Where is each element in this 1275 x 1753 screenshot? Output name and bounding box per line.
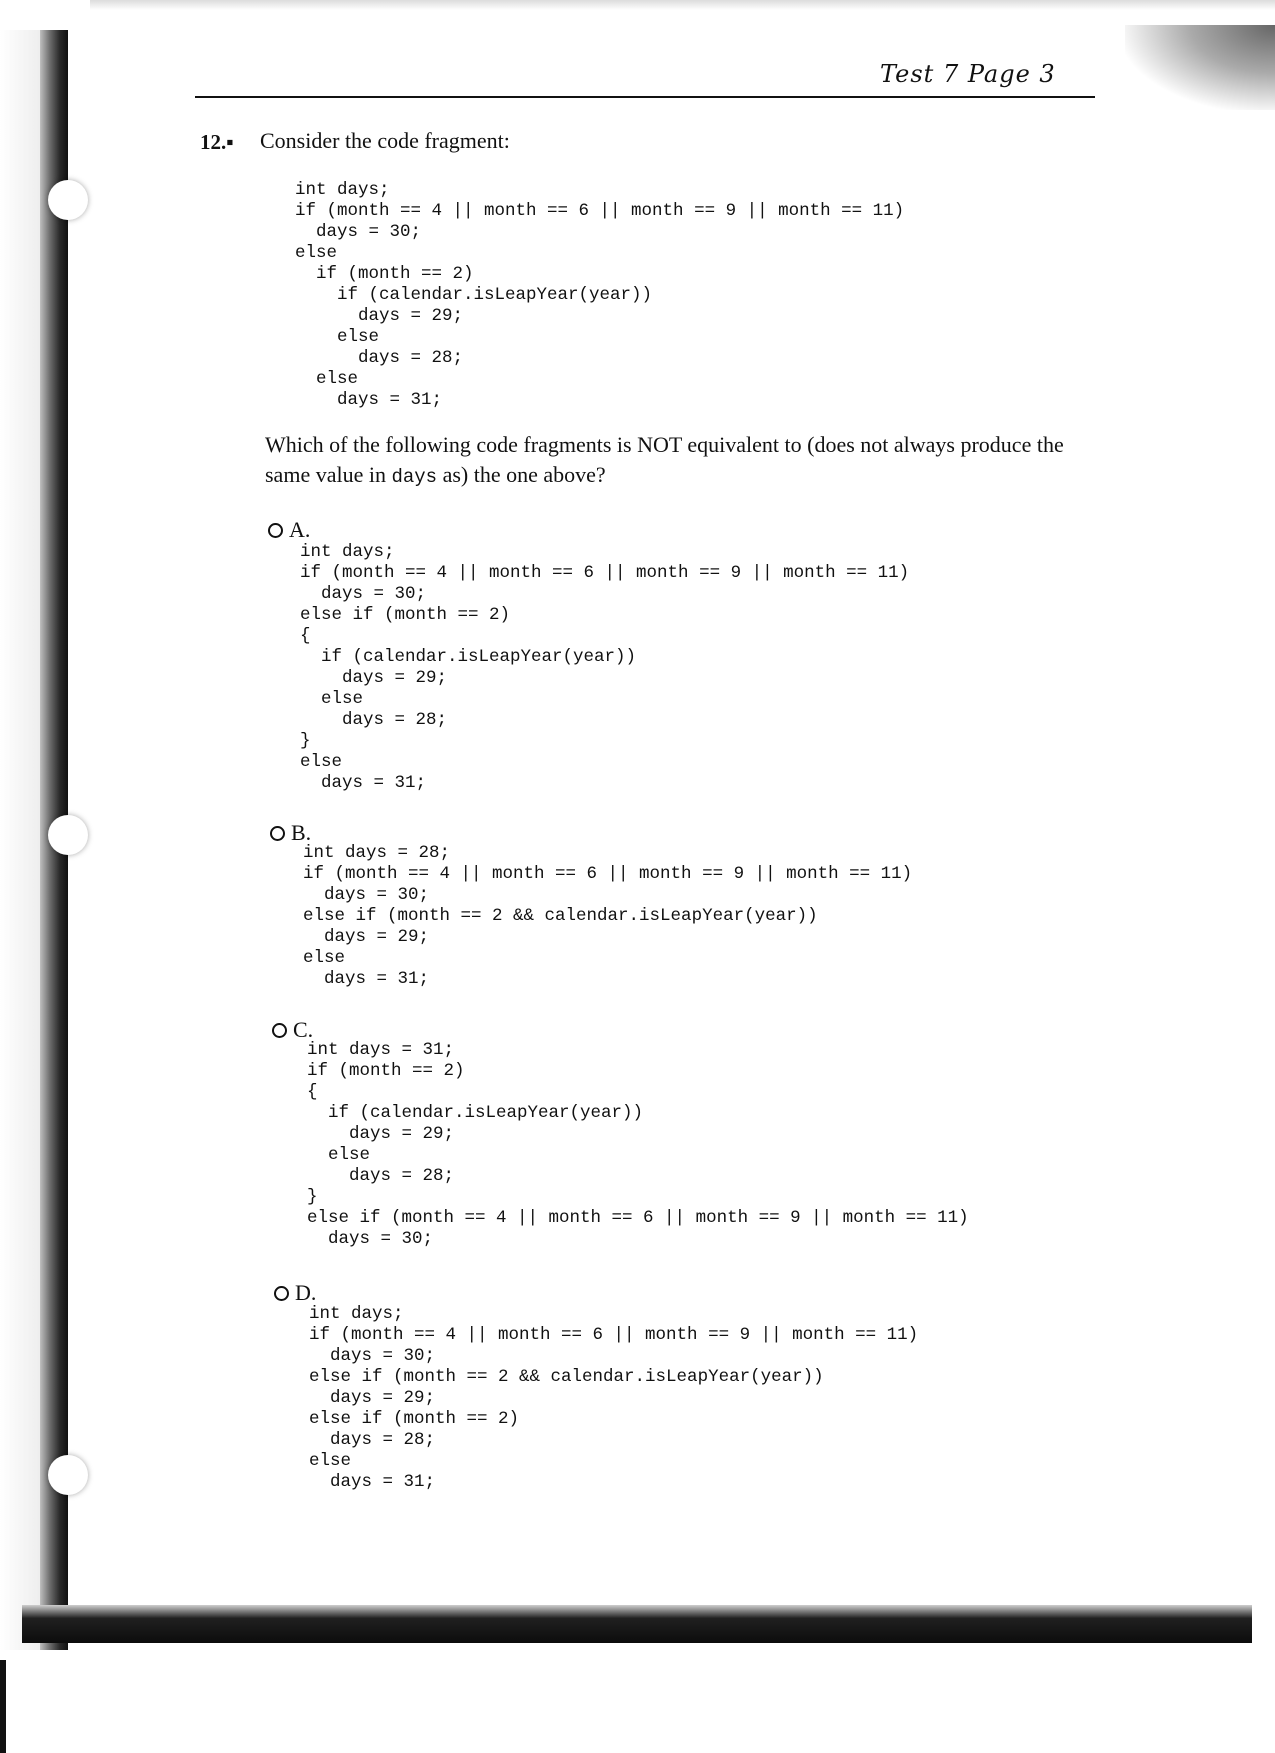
radio-icon[interactable]: [272, 1023, 287, 1038]
binder-hole-bottom: [48, 1455, 88, 1495]
question-prompt: Consider the code fragment:: [260, 128, 510, 153]
option-d-code: int days; if (month == 4 || month == 6 || month == 9 || month == 11) days = 30; else if (month == 2 && calendar.isLeapYear(year)) days = 29; else if (month == 2) days = 28; else days = 31;: [309, 1304, 919, 1492]
option-a-label: A.: [289, 517, 311, 542]
option-b-code: int days = 28; if (month == 4 || month == 6 || month == 9 || month == 11) days = 30; else if (month == 2 && calendar.isLeapYear(year)) days = 29; else days = 31;: [303, 843, 913, 989]
option-b-label: B.: [291, 820, 312, 845]
option-c-label: C.: [293, 1017, 314, 1042]
question-text-part-2: as) the one above?: [437, 462, 606, 487]
scan-corner-shadow: [1125, 25, 1275, 110]
scan-left-bottom-mark: [0, 1660, 6, 1753]
option-a[interactable]: [268, 517, 310, 543]
original-code-fragment: int days; if (month == 4 || month == 6 || month == 9 || month == 11) days = 30; else if (month == 2) if (calendar.isLeapYear(year)) days = 29; else days = 28; else days = 31;: [295, 180, 905, 410]
question-text: [265, 430, 1105, 492]
header-rule: [195, 96, 1095, 98]
radio-icon[interactable]: [268, 523, 283, 538]
option-d-label: D.: [295, 1280, 317, 1305]
question-text-part-1: Which of the following code fragments is NOT equivalent to (does not always produce the same value in: [265, 432, 1064, 487]
question-number: 12.▪: [200, 130, 234, 154]
radio-icon[interactable]: [274, 1286, 289, 1301]
option-d[interactable]: [274, 1280, 316, 1306]
scan-top-edge: [90, 0, 1275, 10]
question-text-variable: days: [391, 466, 438, 488]
option-a-code: int days; if (month == 4 || month == 6 || month == 9 || month == 11) days = 30; else if (month == 2) { if (calendar.isLeapYear(year)) days = 29; else days = 28; } else days = 31;: [300, 542, 910, 793]
scan-left-margin: [0, 30, 40, 1650]
radio-icon[interactable]: [270, 826, 285, 841]
binder-hole-top: [48, 180, 88, 220]
option-c-code: int days = 31; if (month == 2) { if (calendar.isLeapYear(year)) days = 29; else days = 28; } else if (month == 4 || month == 6 || month == 9 || month == 11) days = 30;: [307, 1040, 969, 1249]
page-header: Test 7 Page 3: [880, 60, 1056, 88]
binder-hole-middle: [48, 815, 88, 855]
scan-bottom-shadow: [22, 1605, 1252, 1643]
